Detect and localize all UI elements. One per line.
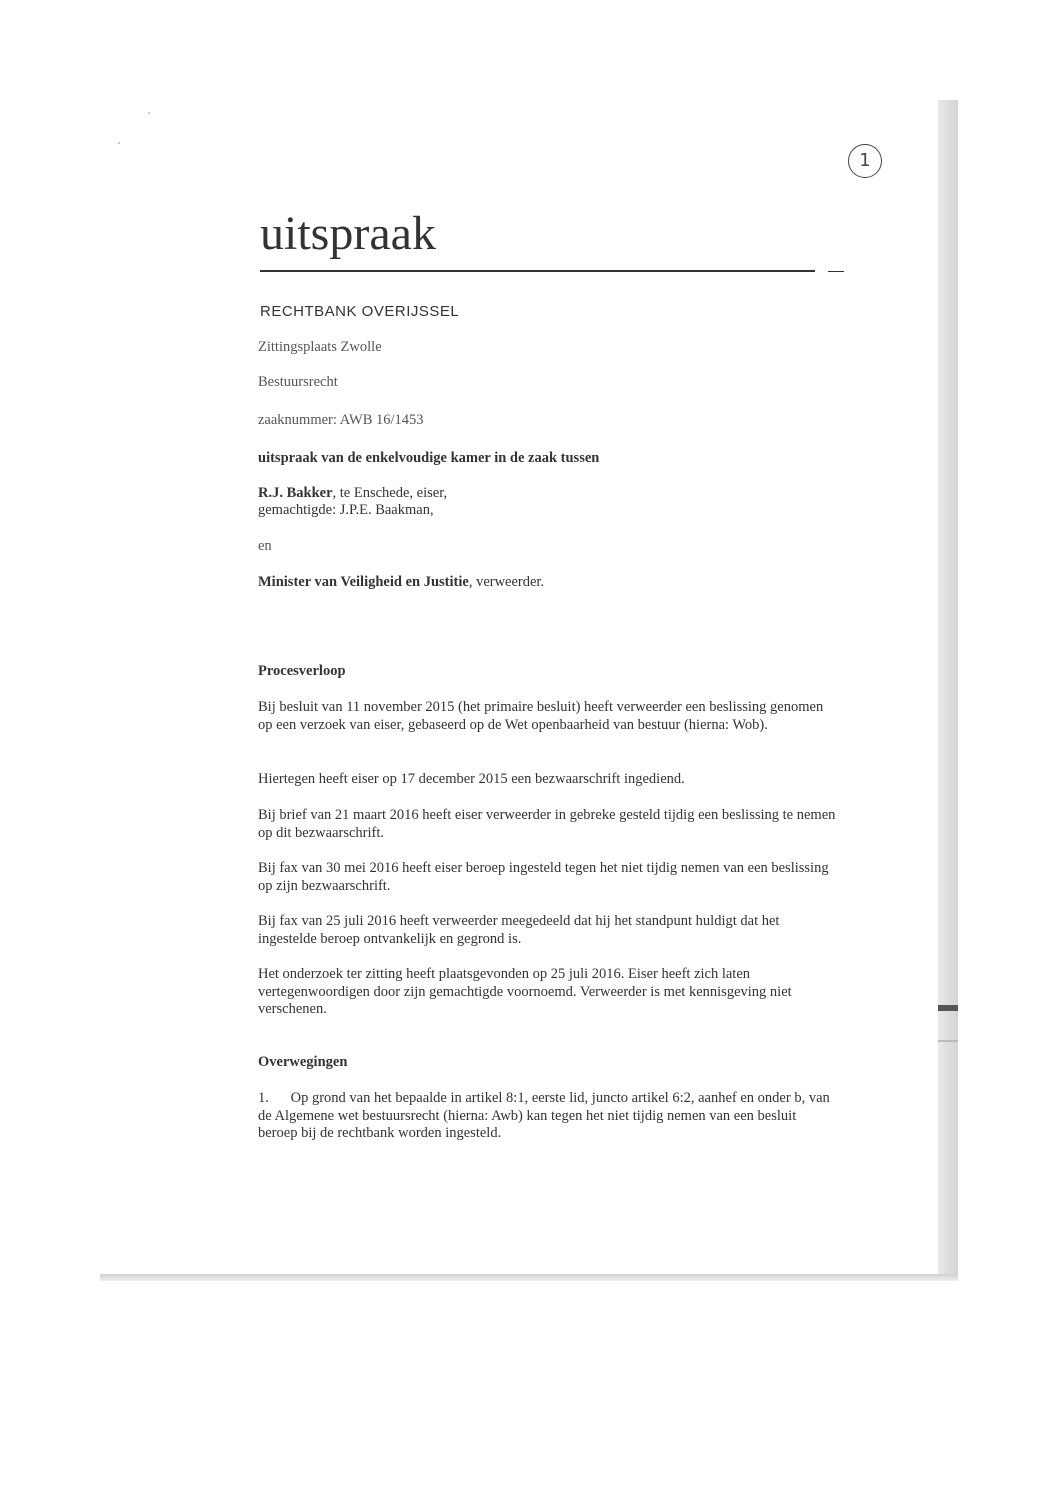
consideration-text: Op grond van het bepaalde in artikel 8:1, eerste lid, juncto artikel 6:2, aanhef en onder b, van de Algemene wet bestuursrecht (hierna: Awb) kan tegen het niet tijdig nemen van een besluit beroep bij de rechtbank worden ingesteld. xyxy=(258,1090,830,1141)
defendant-name: Minister van Veiligheid en Justitie xyxy=(258,574,469,590)
page-number-circle xyxy=(848,144,882,178)
scan-edge-mark xyxy=(938,1040,958,1042)
scan-speck xyxy=(118,142,120,144)
document-title: uitspraak xyxy=(260,207,436,260)
scan-edge-mark xyxy=(938,1005,958,1011)
consideration-number: 1. xyxy=(258,1090,269,1106)
procedure-paragraph: Bij brief van 21 maart 2016 heeft eiser verweerder in gebreke gesteld tijdig een beslissing te nemen op dit bezwaarschrift. xyxy=(258,807,836,841)
ruling-intro: uitspraak van de enkelvoudige kamer in de zaak tussen xyxy=(258,450,600,466)
case-number: zaaknummer: AWB 16/1453 xyxy=(258,412,424,428)
page-number: 1 xyxy=(859,150,871,171)
procedure-paragraph: Bij fax van 30 mei 2016 heeft eiser beroep ingesteld tegen het niet tijdig nemen van een beslissing op zijn bezwaarschrift. xyxy=(258,860,829,894)
claimant-suffix: , te Enschede, eiser, xyxy=(332,485,448,501)
scan-page-edge-bottom xyxy=(100,1274,958,1281)
considerations-heading: Overwegingen xyxy=(258,1054,348,1070)
consideration-item xyxy=(258,1090,838,1143)
claimant-name: R.J. Bakker xyxy=(258,485,333,501)
court-location: Zittingsplaats Zwolle xyxy=(258,339,382,355)
defendant-suffix: , verweerder. xyxy=(468,574,545,590)
procedure-paragraph: Bij fax van 25 juli 2016 heeft verweerder meegedeeld dat hij het standpunt huldigt dat het ingestelde beroep ontvankelijk en gegrond is. xyxy=(258,913,780,947)
title-rule xyxy=(260,270,815,272)
procedure-paragraph: Het onderzoek ter zitting heeft plaatsgevonden op 25 juli 2016. Eiser heeft zich laten vertegenwoordigen door zijn gemachtigde voornoemd. Verweerder is met kennisgeving niet verschenen. xyxy=(258,966,792,1017)
claimant-representative: gemachtigde: J.P.E. Baakman, xyxy=(258,502,434,518)
court-division: Bestuursrecht xyxy=(258,374,338,390)
court-name: RECHTBANK OVERIJSSEL xyxy=(260,303,460,320)
procedure-paragraph: Bij besluit van 11 november 2015 (het primaire besluit) heeft verweerder een beslissing genomen op een verzoek van eiser, gebaseerd op de Wet openbaarheid van bestuur (hierna: Wob). xyxy=(258,699,824,733)
scan-speck xyxy=(148,112,150,114)
claimant-line xyxy=(258,485,838,503)
procedure-heading: Procesverloop xyxy=(258,663,346,679)
procedure-paragraph: Hiertegen heeft eiser op 17 december 2015 een bezwaarschrift ingediend. xyxy=(258,771,685,787)
party-conjunction: en xyxy=(258,538,272,554)
scan-page-edge-right xyxy=(938,100,958,1280)
defendant-line xyxy=(258,574,838,592)
title-rule-tail xyxy=(828,271,844,272)
